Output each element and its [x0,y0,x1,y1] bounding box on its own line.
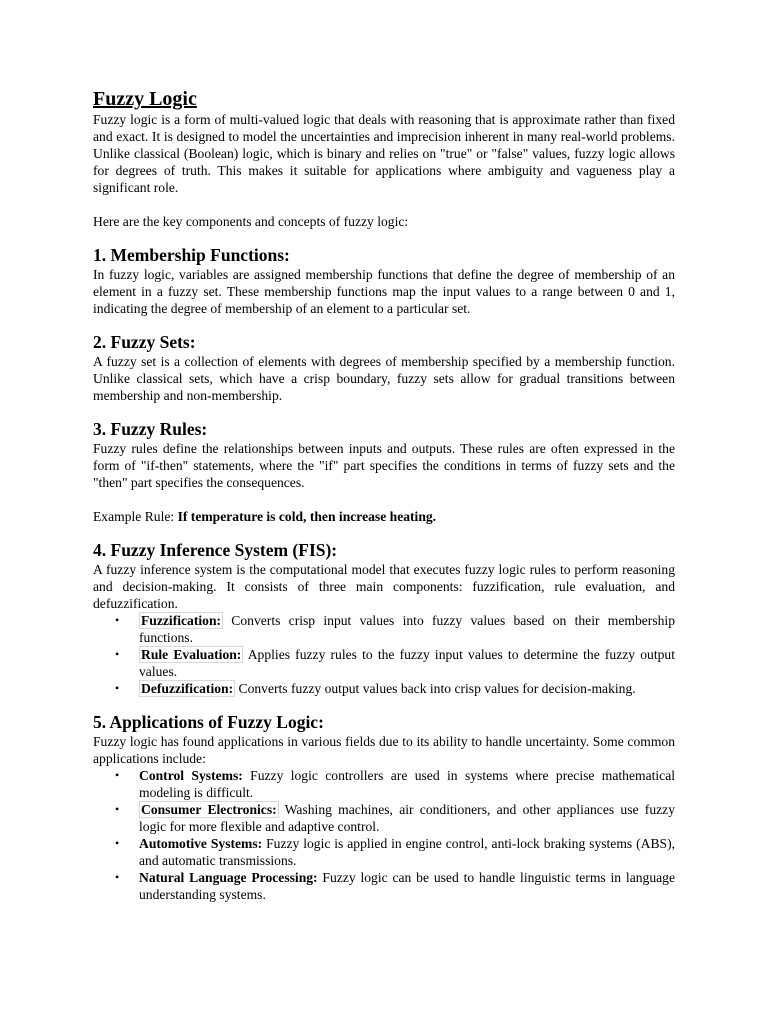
bullet-icon: • [115,802,120,816]
example-rule [93,508,675,525]
list-item [93,767,675,801]
example-rule-label: Example Rule: [93,509,178,524]
example-rule-text: If temperature is cold, then increase heating. [177,509,437,524]
list-item-term: Automotive Systems: [139,836,263,851]
list-item-term: Rule Evaluation: [141,647,242,662]
section-heading-fuzzy-sets: 2. Fuzzy Sets: [93,332,196,352]
list-item [93,835,675,869]
bullet-icon: • [115,647,120,661]
list-item-text: Fuzzy logic controllers are used in systems where precise mathematical modeling is difficult. [139,768,675,800]
list-item-text: Converts crisp input values into fuzzy values based on their membership functions. [139,613,675,645]
fis-components-list [93,612,675,697]
section-heading-applications: 5. Applications of Fuzzy Logic: [93,712,324,732]
section-body-membership-functions: In fuzzy logic, variables are assigned membership functions that define the degree of membership of an element in a fuzzy set. These membership functions map the input values to a range between 0 and 1, indicating the degree of membership of an element to a particular set. [93,267,675,316]
bullet-icon: • [115,681,120,695]
list-item [93,869,675,903]
list-item-text: Washing machines, air conditioners, and other appliances use fuzzy logic for more flexible and adaptive control. [139,802,675,834]
bullet-icon: • [115,613,120,627]
intro-paragraph: Fuzzy logic is a form of multi-valued logic that deals with reasoning that is approximate rather than fixed and exact. It is designed to model the uncertainties and imprecision inherent in many real-world problems. Unlike classical (Boolean) logic, which is binary and relies on "true" or "false" values, fuzzy logic allows for degrees of truth. This makes it suitable for applications where ambiguity and vagueness play a significant role. [93,112,675,195]
section-heading-fuzzy-rules: 3. Fuzzy Rules: [93,419,208,439]
list-item-term: Control Systems: [139,768,243,783]
list-item [93,612,675,646]
list-item-term: Defuzzification: [141,681,234,696]
bullet-icon: • [115,870,120,884]
section-heading-fis: 4. Fuzzy Inference System (FIS): [93,540,338,560]
document-page [93,88,675,903]
list-item [93,646,675,680]
document-title: Fuzzy Logic [93,88,197,110]
list-item-text: Fuzzy logic is applied in engine control, anti-lock braking systems (ABS), and automatic transmissions. [139,836,675,868]
list-item-term: Consumer Electronics: [141,802,277,817]
list-item-term: Natural Language Processing: [139,870,318,885]
components-intro: Here are the key components and concepts of fuzzy logic: [93,214,409,229]
section-body-applications: Fuzzy logic has found applications in various fields due to its ability to handle uncertainty. Some common applications include: [93,734,675,766]
section-body-fis: A fuzzy inference system is the computational model that executes fuzzy logic rules to perform reasoning and decision-making. It consists of three main components: fuzzification, rule evaluation, and defuzzification. [93,562,675,611]
applications-list [93,767,675,903]
section-body-fuzzy-sets: A fuzzy set is a collection of elements with degrees of membership specified by a membership function. Unlike classical sets, which have a crisp boundary, fuzzy sets allow for gradual transitions between membership and non-membership. [93,354,675,403]
list-item-text: Applies fuzzy rules to the fuzzy input values to determine the fuzzy output values. [139,647,675,679]
section-heading-membership-functions: 1. Membership Functions: [93,245,290,265]
list-item [93,680,675,697]
bullet-icon: • [115,768,120,782]
list-item-text: Converts fuzzy output values back into crisp values for decision-making. [235,681,636,696]
list-item-text: Fuzzy logic can be used to handle linguistic terms in language understanding systems. [139,870,675,902]
section-body-fuzzy-rules: Fuzzy rules define the relationships between inputs and outputs. These rules are often expressed in the form of "if-then" statements, where the "if" part specifies the conditions in terms of fuzzy sets and the "then" part specifies the consequences. [93,441,675,490]
bullet-icon: • [115,836,120,850]
list-item-term: Fuzzification: [141,613,222,628]
list-item [93,801,675,835]
